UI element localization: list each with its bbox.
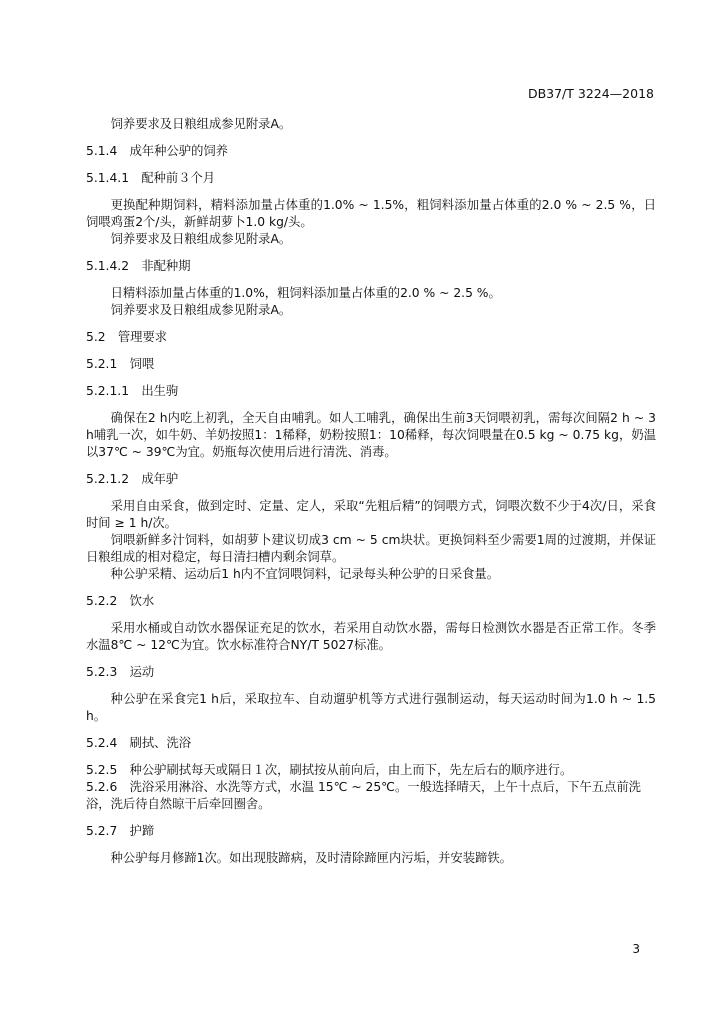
paragraph: 采用水桶或自动饮水器保证充足的饮水，若采用自动饮水器，需每日检测饮水器是否正常工作。冬季水温8℃ ~ 12℃为宜。饮水标准符合NY/T 5027标准。 [86,621,656,652]
paragraph: 饲养要求及日粮组成参见附录A。 [110,117,292,131]
paragraph: 饲养要求及日粮组成参见附录A。 [110,303,292,317]
section-heading: 5.2 管理要求 [86,330,168,344]
paragraph: 日精料添加量占体重的1.0%，粗饲料添加量占体重的2.0 % ~ 2.5 %。 [110,286,501,300]
section-heading: 5.2.5 种公驴刷拭每天或隔日１次，刷拭按从前向后，由上而下，先左后右的顺序进行。 [86,763,573,777]
section-heading: 5.2.1.2 成年驴 [86,472,179,486]
section-heading: 5.2.6 洗浴采用淋浴、水洗等方式，水温 15℃ ~ 25℃。一般选择晴天，上午十点后，下午五点前洗浴，洗后待自然晾干后牵回圈舍。 [86,780,641,811]
section-heading: 5.2.7 护蹄 [86,824,155,838]
section-heading: 5.1.4.2 非配种期 [86,259,191,273]
section-heading: 5.2.2 饮水 [86,594,155,608]
section-heading: 5.2.4 刷拭、洗浴 [86,736,192,750]
section-heading: 5.1.4 成年种公驴的饲养 [86,144,228,158]
document-body [86,116,656,867]
section-heading: 5.2.3 运动 [86,665,155,679]
section-heading: 5.2.1.1 出生驹 [86,384,179,398]
paragraph: 更换配种期饲料，精料添加量占体重的1.0% ~ 1.5%，粗饲料添加量占体重的2.0 % ~ 2.5 %，日饲喂鸡蛋2个/头，新鲜胡萝卜1.0 kg/头。 [86,198,656,229]
paragraph: 确保在2 h内吃上初乳，全天自由哺乳。如人工哺乳，确保出生前3天饲喂初乳，需每次间隔2 h ~ 3 h哺乳一次，如牛奶、羊奶按照1：1稀释，奶粉按照1：10稀释，每次饲喂量在0.5 kg ~ 0.75 kg，奶温以37℃ ~ 39℃为宜。奶瓶每次使用后进行清洗、消毒。 [86,411,656,459]
paragraph: 采用自由采食，做到定时、定量、定人，采取“先粗后精”的饲喂方式，饲喂次数不少于4次/日，采食时间 ≥ 1 h/次。 [86,499,656,530]
section-heading: 5.1.4.1 配种前３个月 [86,171,216,185]
paragraph: 饲喂新鲜多汁饲料，如胡萝卜建议切成3 cm ~ 5 cm块状。更换饲料至少需要1周的过渡期，并保证日粮组成的相对稳定，每日清扫槽内剩余饲草。 [86,533,656,564]
section-heading: 5.2.1 饲喂 [86,357,155,371]
paragraph: 种公驴在采食完1 h后，采取拉车、自动遛驴机等方式进行强制运动，每天运动时间为1.0 h ~ 1.5 h。 [86,692,656,723]
paragraph: 种公驴每月修蹄1次。如出现肢蹄病，及时清除蹄匣内污垢，并安装蹄铁。 [110,851,512,865]
page-number: 3 [632,942,640,956]
paragraph: 饲养要求及日粮组成参见附录A。 [110,232,292,246]
paragraph: 种公驴采精、运动后1 h内不宜饲喂饲料，记录每头种公驴的日采食量。 [110,567,500,581]
document-code-header: DB37/T 3224—2018 [527,86,654,101]
